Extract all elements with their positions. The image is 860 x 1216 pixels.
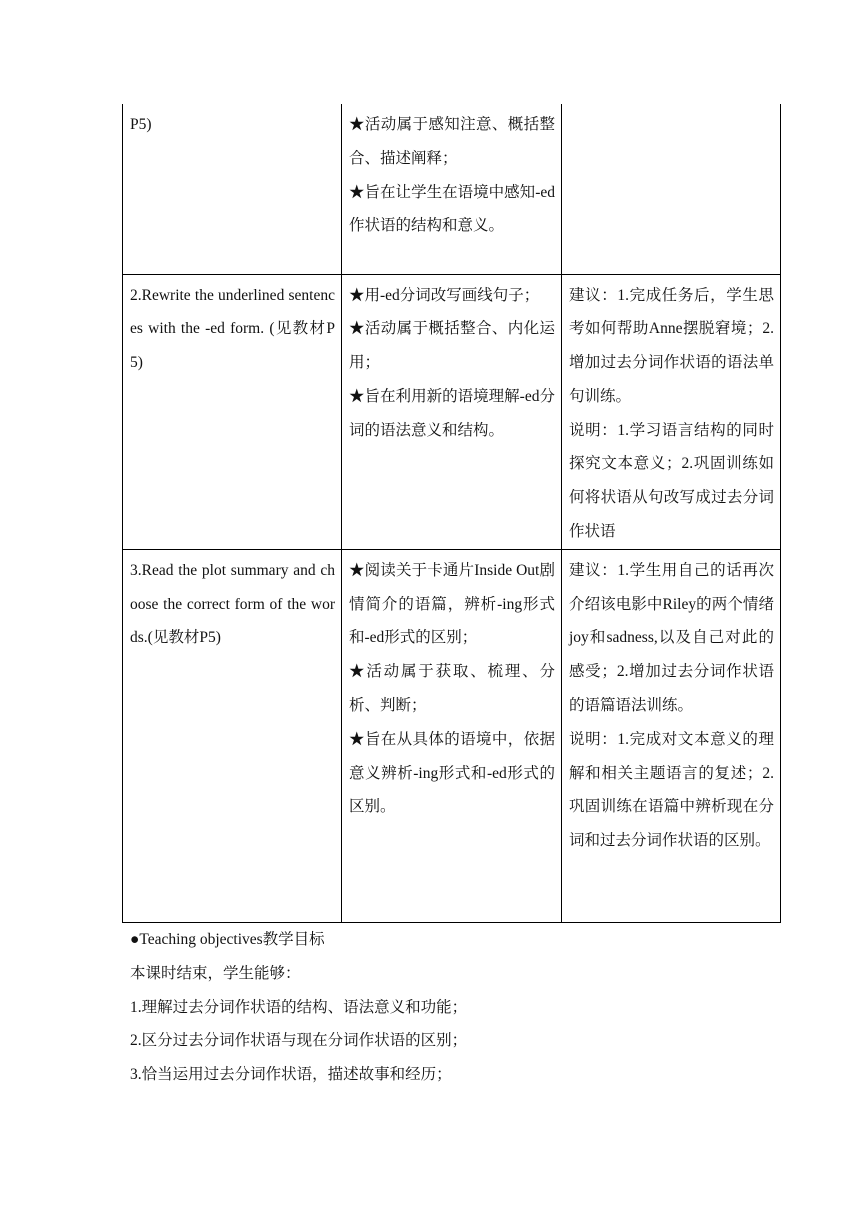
lesson-activity-table [122,104,781,923]
suggestion-cell [562,549,781,922]
design-intent-cell [342,549,562,922]
activity-text: P5) [130,116,152,133]
activity-cell [123,104,342,274]
intent-text: ★阅读关于卡通片Inside Out剧情简介的语篇，辨析-ing形式和-ed形式的区别； [349,561,555,647]
suggestion-text: 建议：1.完成任务后，学生思考如何帮助Anne摆脱窘境；2.增加过去分词作状语的语法单句训练。 [569,286,774,405]
table-row [123,104,781,274]
intent-text: ★活动属于感知注意、概括整合、描述阐释； [349,116,555,167]
intent-text: ★活动属于获取、梳理、分析、判断； [349,663,555,715]
design-intent-cell [342,104,562,274]
teaching-objectives-section [130,923,740,1092]
objectives-intro: 本课时结束，学生能够： [130,964,301,982]
intent-text: ★活动属于概括整合、内化运用； [349,320,555,372]
table-row [123,549,781,922]
objective-item: 3.恰当运用过去分词作状语，描述故事和经历； [130,1066,452,1084]
activity-text: 2.Rewrite the underlined sentences with the -ed form. (见教材P5) [130,286,335,372]
objective-item: 2.区分过去分词作状语与现在分词作状语的区别； [130,1032,468,1050]
activity-cell [123,274,342,549]
intent-text: ★用-ed分词改写画线句子； [349,286,540,304]
intent-text: ★旨在从具体的语境中，依据意义辨析-ing形式和-ed形式的区别。 [349,730,555,816]
explanation-text: 说明：1.学习语言结构的同时探究文本意义；2.巩固训练如何将状语从句改写成过去分词作状语 [569,421,774,541]
objective-item: 1.理解过去分词作状语的结构、语法意义和功能； [130,998,468,1016]
table-row [123,274,781,549]
objectives-heading: ●Teaching objectives教学目标 [130,931,325,948]
explanation-text: 说明：1.完成对文本意义的理解和相关主题语言的复述；2.巩固训练在语篇中辨析现在分词和过去分词作状语的区别。 [569,730,774,850]
suggestion-text: 建议：1.学生用自己的话再次介绍该电影中Riley的两个情绪joy和sadness,以及自己对此的感受；2.增加过去分词作状语的语篇语法训练。 [569,561,774,715]
activity-text: 3.Read the plot summary and choose the correct form of the words.(见教材P5) [130,561,335,647]
intent-text: ★旨在让学生在语境中感知-ed作状语的结构和意义。 [349,183,555,235]
activity-cell [123,549,342,922]
intent-text: ★旨在利用新的语境理解-ed分词的语法意义和结构。 [349,387,555,439]
suggestion-cell [562,274,781,549]
suggestion-cell [562,104,781,274]
design-intent-cell [342,274,562,549]
